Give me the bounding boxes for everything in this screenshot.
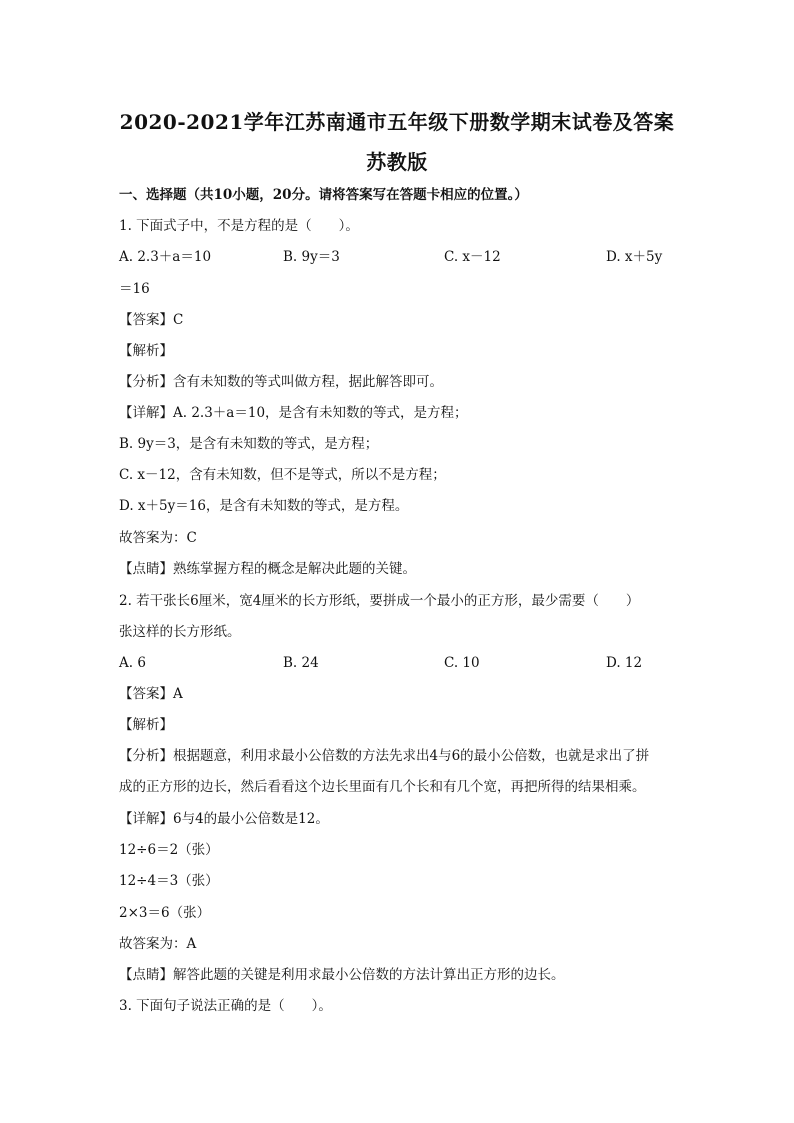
q2-option-c: C. 10 bbox=[444, 655, 480, 671]
q1-option-d: D. x＋5y bbox=[606, 249, 663, 265]
q1-option-d-wrap: ＝16 bbox=[119, 281, 150, 297]
q2-option-d: D. 12 bbox=[606, 655, 643, 671]
q1-detail-line: B. 9y＝3，是含有未知数的等式，是方程； bbox=[119, 436, 379, 452]
q2-answer: 【答案】A bbox=[119, 686, 183, 702]
question-3-stem: 3. 下面句子说法正确的是（ ）。 bbox=[119, 998, 332, 1014]
q1-detail-line: 【详解】A. 2.3＋a＝10，是含有未知数的等式，是方程； bbox=[119, 405, 468, 421]
q2-option-a: A. 6 bbox=[119, 655, 146, 671]
q1-dianjing: 【点睛】熟练掌握方程的概念是解决此题的关键。 bbox=[119, 561, 416, 577]
q2-fenxi: 【分析】根据题意，利用求最小公倍数的方法先求出4与6的最小公倍数，也就是求出了拼 bbox=[119, 748, 650, 764]
q2-conclusion: 故答案为：A bbox=[119, 936, 197, 952]
q2-detail: 【详解】6与4的最小公倍数是12。 bbox=[119, 811, 329, 827]
q1-option-a: A. 2.3＋a＝10 bbox=[119, 249, 212, 265]
q2-calc-line: 12÷6＝2（张） bbox=[119, 842, 219, 858]
q2-calc-line: 12÷4＝3（张） bbox=[119, 873, 219, 889]
q2-dianjing: 【点睛】解答此题的关键是利用求最小公倍数的方法计算出正方形的边长。 bbox=[119, 967, 565, 983]
question-1-stem: 1. 下面式子中，不是方程的是（ ）。 bbox=[119, 218, 359, 234]
q1-option-c: C. x－12 bbox=[444, 249, 501, 265]
q1-detail-line: D. x＋5y＝16，是含有未知数的等式，是方程。 bbox=[119, 498, 409, 514]
q1-option-b: B. 9y＝3 bbox=[283, 249, 340, 265]
document-title: 2020-2021学年江苏南通市五年级下册数学期末试卷及答案 bbox=[119, 110, 675, 134]
q1-analysis-label: 【解析】 bbox=[119, 343, 173, 359]
q1-answer: 【答案】C bbox=[119, 312, 184, 328]
question-2-stem-cont: 张这样的长方形纸。 bbox=[119, 624, 241, 640]
q2-option-b: B. 24 bbox=[283, 655, 319, 671]
document-subtitle: 苏教版 bbox=[366, 150, 428, 174]
q1-conclusion: 故答案为：C bbox=[119, 530, 197, 546]
q2-fenxi-cont: 成的正方形的边长，然后看看这个边长里面有几个长和有几个宽，再把所得的结果相乘。 bbox=[119, 779, 646, 795]
q1-detail-line: C. x－12，含有未知数，但不是等式，所以不是方程； bbox=[119, 467, 446, 483]
q2-calc-line: 2×3＝6（张） bbox=[119, 905, 211, 921]
section-heading: 一、选择题（共10小题，20分。请将答案写在答题卡相应的位置。） bbox=[119, 187, 528, 203]
q2-analysis-label: 【解析】 bbox=[119, 717, 173, 733]
question-2-stem: 2. 若干张长6厘米，宽4厘米的长方形纸，要拼成一个最小的正方形，最少需要（ ） bbox=[119, 593, 640, 609]
q1-fenxi: 【分析】含有未知数的等式叫做方程，据此解答即可。 bbox=[119, 374, 443, 390]
